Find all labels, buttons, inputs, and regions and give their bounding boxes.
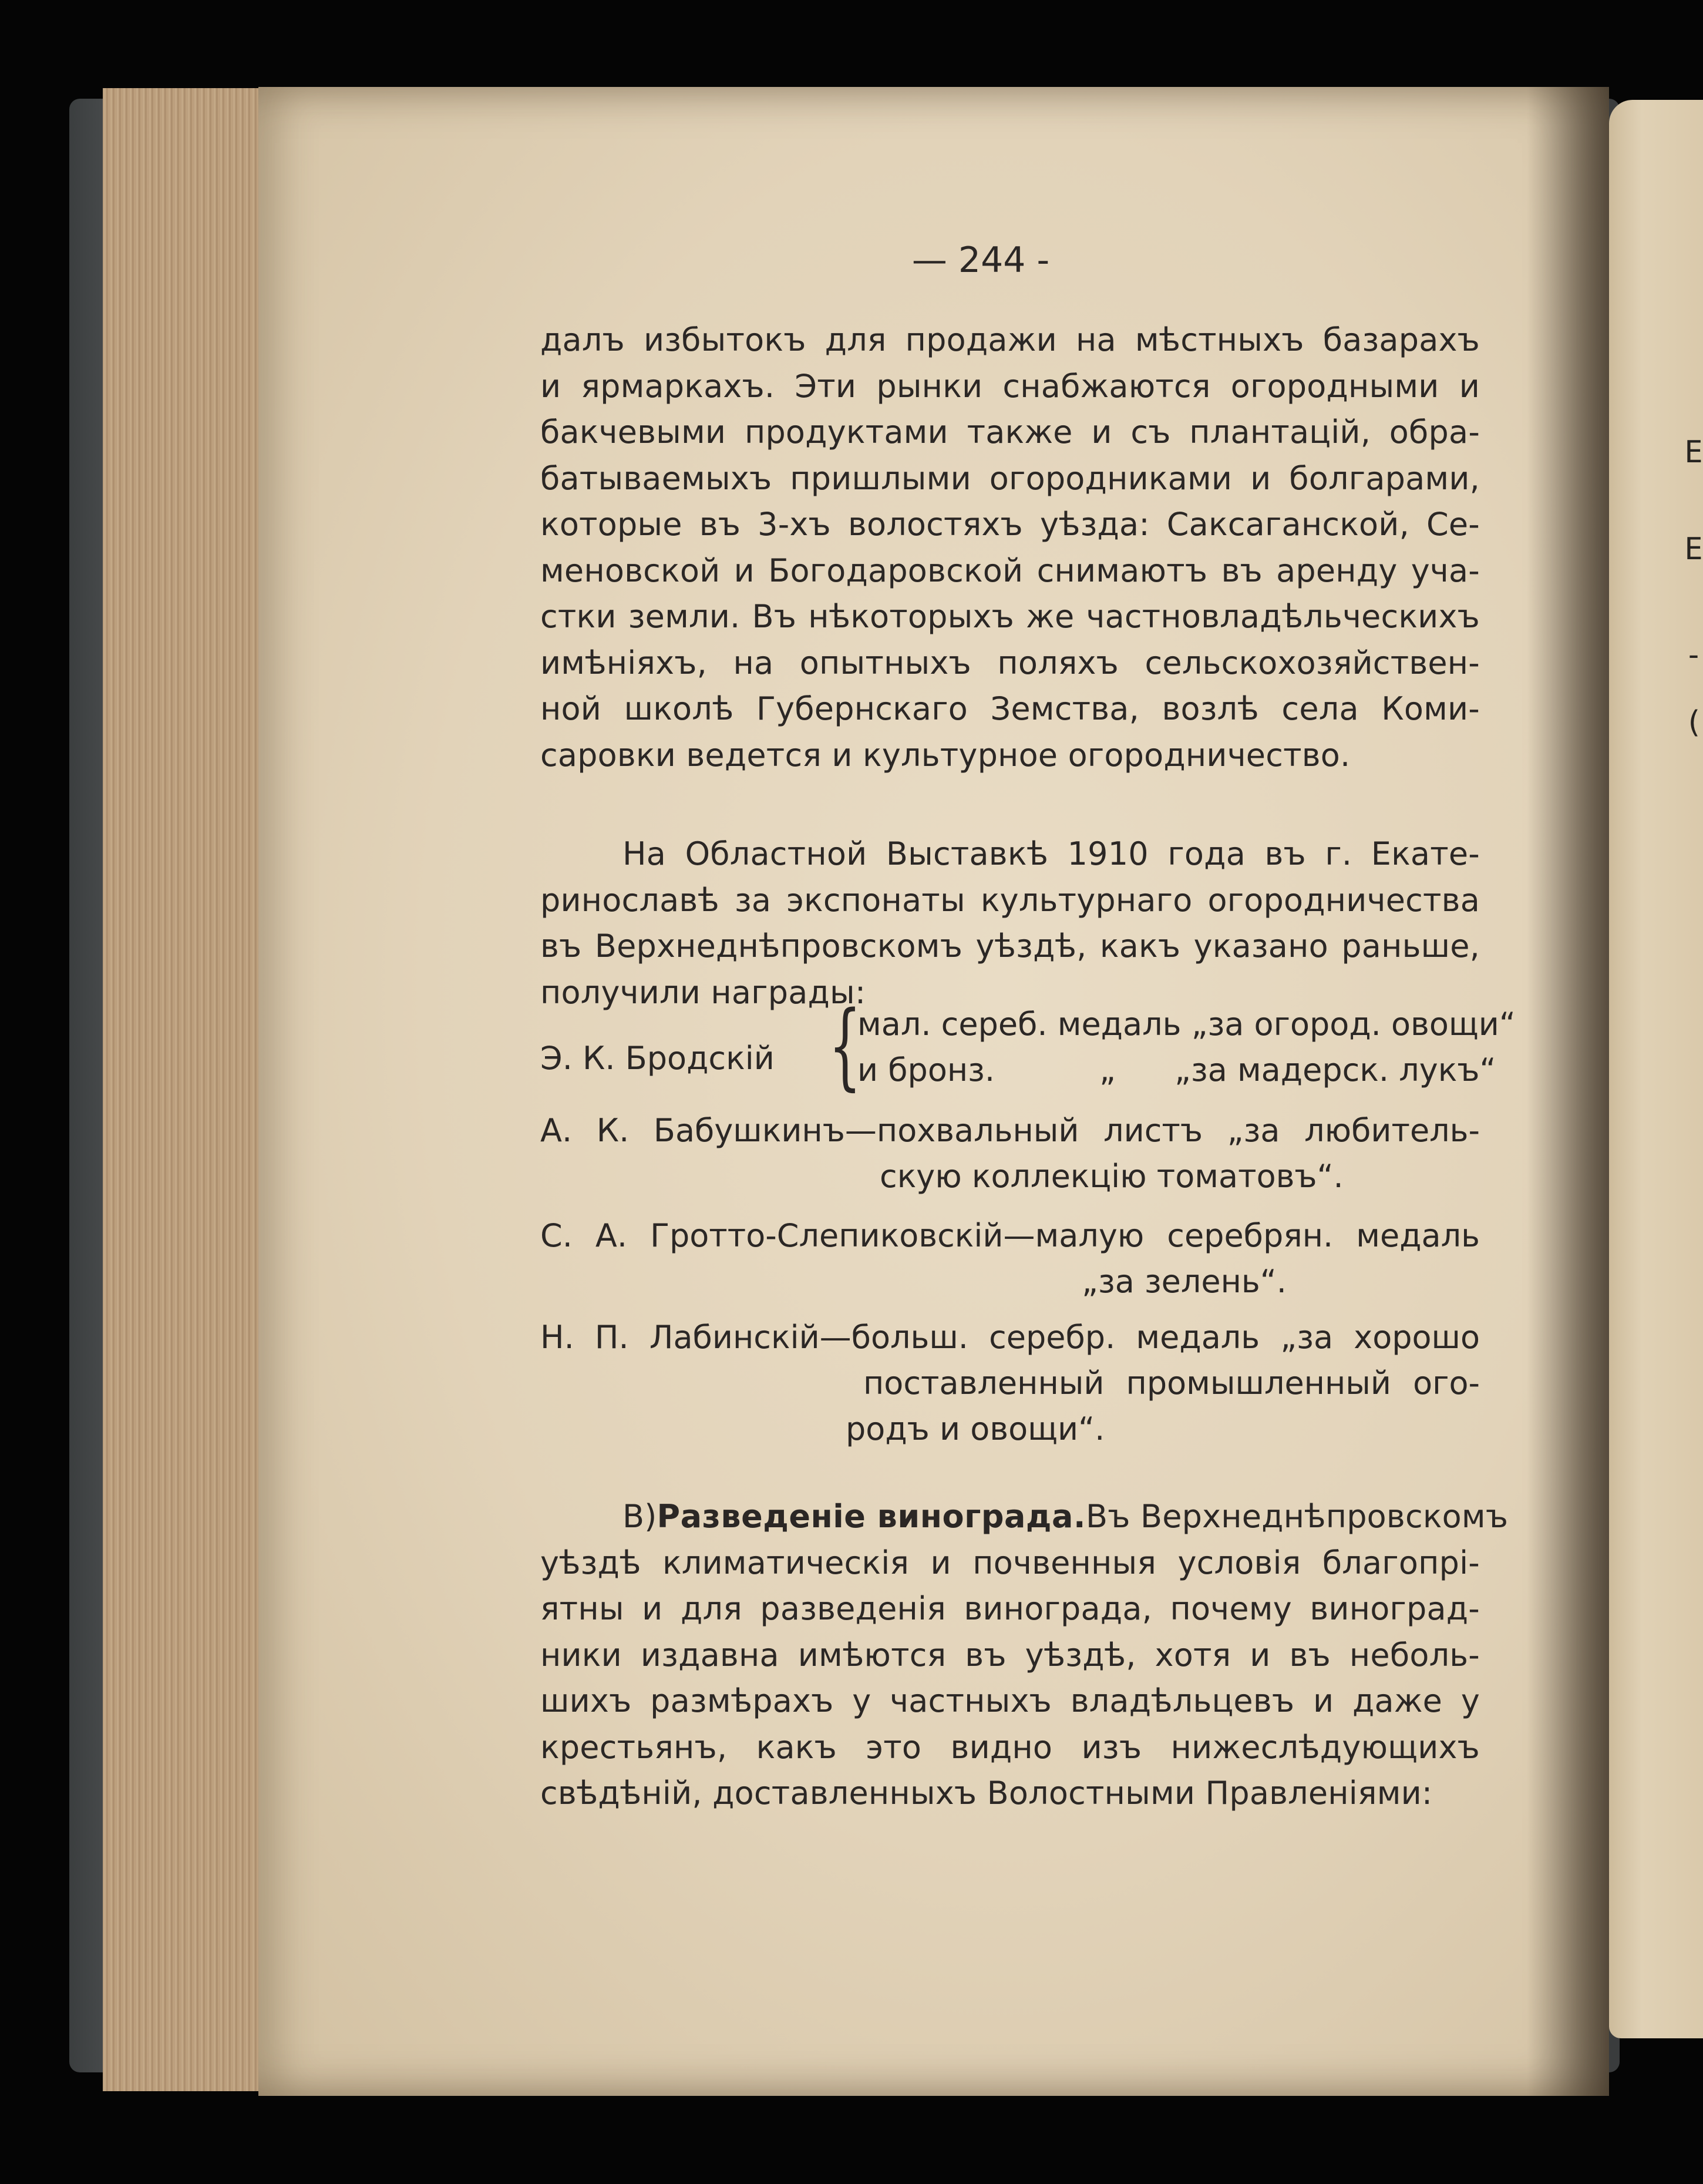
text-line: имѣніяхъ, на опытныхъ поляхъ сельскохозяйствен- (540, 644, 1480, 681)
text-line: батываемыхъ пришлыми огородниками и болгарами, (540, 459, 1480, 497)
award-brodsky-line2b: „ (1099, 1051, 1116, 1088)
award-labinsky-line2: поставленный промышленный ого- (863, 1365, 1480, 1402)
page-gutter-shadow (1527, 87, 1609, 2096)
text-line: крестьянъ, какъ это видно изъ нижеслѣдующихъ (540, 1728, 1480, 1766)
section-first-line-text: Въ Верхнеднѣпровскомъ (1085, 1498, 1509, 1535)
text-line: саровки ведется и культурное огородничество. (540, 736, 1351, 774)
next-page-edge (1609, 100, 1703, 2038)
award-grotto-line1: С. А. Гротто-Слепиковскій—малую серебрян. медаль (540, 1217, 1480, 1254)
award-babushkin-line2: скую коллекцію томатовъ“. (880, 1158, 1344, 1195)
text-line: далъ избытокъ для продажи на мѣстныхъ базарахъ (540, 321, 1480, 358)
award-brodsky-line2c: „за мадерск. лукъ“ (1174, 1051, 1496, 1088)
section-b-first-line (540, 1494, 1509, 1540)
section-label: В) (622, 1498, 657, 1535)
award-grotto-line2: „за зелень“. (1082, 1263, 1287, 1300)
text-line: На Областной Выставкѣ 1910 года въ г. Екате- (622, 835, 1480, 872)
text-line: уѣздѣ климатическія и почвенныя условія благопрі- (540, 1544, 1480, 1581)
award-brodsky-line1: мал. серeб. медаль „за огород. овощи“ (857, 1006, 1516, 1043)
text-line: меновской и Богодаровской снимаютъ въ аренду уча- (540, 552, 1480, 589)
text-line: бакчевыми продуктами также и съ плантацій, обра- (540, 414, 1480, 451)
text-line: ятны и для разведенія винограда, почему виноград- (540, 1590, 1480, 1627)
curly-brace-icon: { (828, 990, 861, 1100)
page-edges (103, 88, 273, 2091)
award-labinsky-line1: Н. П. Лабинскій—больш. серебр. медаль „за хорошо (540, 1319, 1480, 1356)
page-number: — 244 - (911, 240, 1050, 281)
text-line: которые въ 3-хъ волостяхъ уѣзда: Саксаганской, Се- (540, 506, 1480, 543)
text-line: ной школѣ Губернскаго Земства, возлѣ села Коми- (540, 690, 1480, 727)
text-line: въ Верхнеднѣпровскомъ уѣздѣ, какъ указано раньше, (540, 928, 1480, 965)
text-line: стки земли. Въ нѣкоторыхъ же частновладѣльческихъ (540, 598, 1480, 635)
award-brodsky-line2a: и бронз. (857, 1051, 995, 1088)
next-page-fragment: Е (1684, 435, 1703, 470)
text-line: шихъ размѣрахъ у частныхъ владѣльцевъ и даже у (540, 1682, 1480, 1719)
paragraph-1 (540, 317, 1480, 778)
section-heading: Разведеніе винограда. (657, 1498, 1086, 1535)
next-page-fragment: - (1684, 637, 1703, 673)
text-line: ринославѣ за экспонаты культурнаго огородничества (540, 881, 1480, 919)
section-b (540, 1494, 1509, 1817)
paragraph-2 (540, 831, 1480, 1016)
next-page-fragment: Е (1684, 532, 1703, 567)
next-page-fragment: ( (1684, 705, 1703, 740)
text-line: свѣдѣній, доставленныхъ Волостными Правленіями: (540, 1775, 1433, 1812)
text-line: и ярмаркахъ. Эти рынки снабжаются огородными и (540, 367, 1480, 405)
award-brodsky-name: Э. К. Бродскій (540, 1040, 775, 1077)
text-line: получили награды: (540, 973, 866, 1011)
award-babushkin-line1: А. К. Бабушкинъ—похвальный листъ „за любитель- (540, 1112, 1480, 1149)
text-line: ники издавна имѣются въ уѣздѣ, хотя и въ неболь- (540, 1636, 1480, 1674)
award-labinsky-line3: родъ и овощи“. (846, 1410, 1105, 1447)
